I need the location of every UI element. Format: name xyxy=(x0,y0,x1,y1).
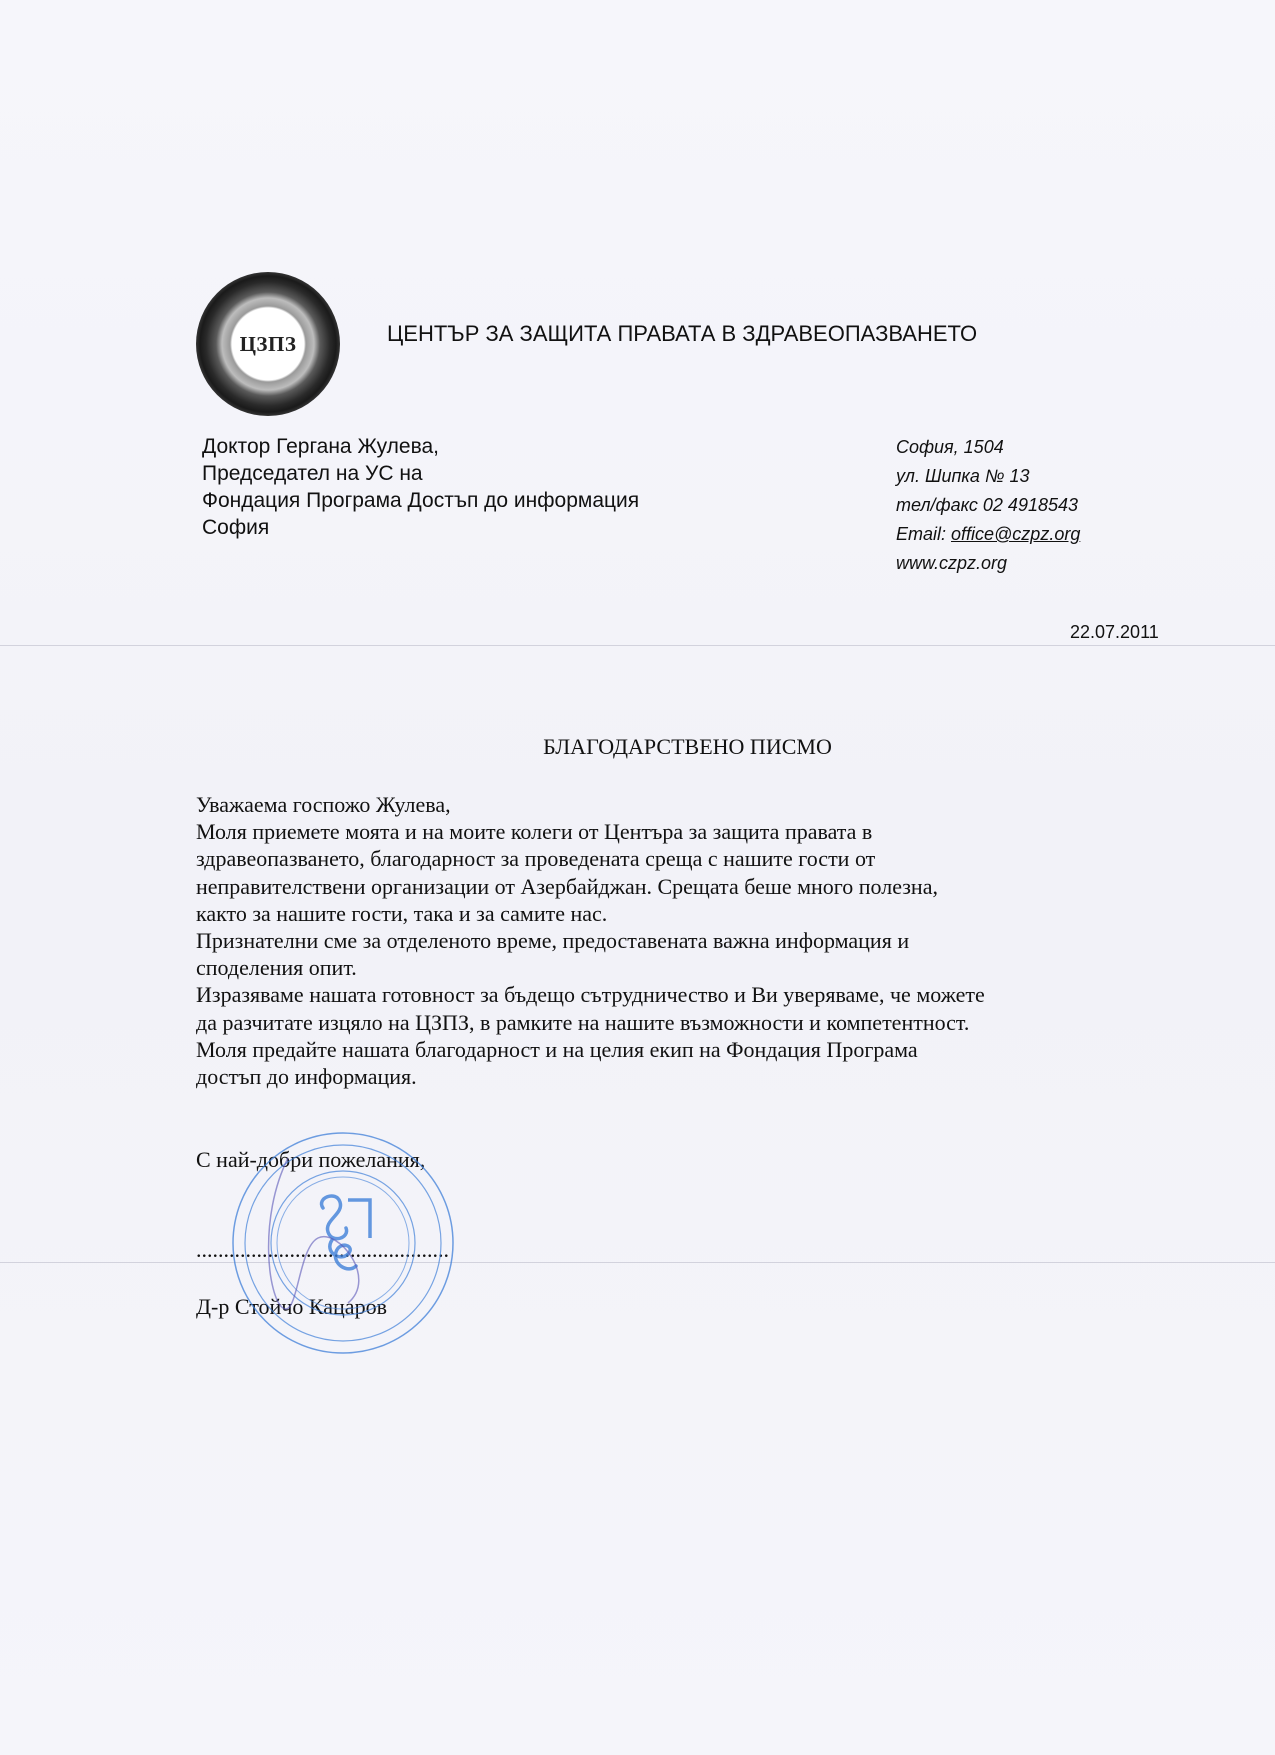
contact-street: ул. Шипка № 13 xyxy=(896,466,1030,486)
body-line: Моля приемете моята и на моите колеги от Центъра за защита правата в xyxy=(196,819,873,845)
body-line: достъп до информация. xyxy=(196,1064,417,1090)
body-line: Изразяваме нашата готовност за бъдещо сътрудничество и Ви уверяваме, че можете xyxy=(196,982,985,1008)
sender-contact-block xyxy=(896,433,1080,578)
contact-email-link[interactable]: office@czpz.org xyxy=(951,524,1081,544)
body-line: неправителствени организации от Азербайджан. Срещата беше много полезна, xyxy=(196,873,938,899)
letter-closing: С най-добри пожелания, xyxy=(196,1147,426,1172)
signature-line: .............................................. xyxy=(196,1237,449,1262)
addressee-line: Доктор Гергана Жулева, xyxy=(202,435,440,458)
body-line: Признателни сме за отделеното време, предоставената важна информация и xyxy=(196,928,910,954)
letter-title: БЛАГОДАРСТВЕНО ПИСМО xyxy=(543,734,832,759)
signer-name: Д-р Стойчо Кацаров xyxy=(196,1294,387,1319)
contact-email-row xyxy=(896,520,1080,549)
body-line: както за нашите гости, така и за самите нас. xyxy=(196,900,608,926)
letter-date: 22.07.2011 xyxy=(1070,622,1159,642)
organization-name: ЦЕНТЪР ЗА ЗАЩИТА ПРАВАТА В ЗДРАВЕОПАЗВАНЕТО xyxy=(387,321,978,346)
addressee-line: Председател на УС на xyxy=(202,462,423,485)
body-line: да разчитате изцяло на ЦЗПЗ, в рамките на нашите възможности и компетентност. xyxy=(196,1009,970,1035)
contact-city: София, 1504 xyxy=(896,437,1004,457)
addressee-block xyxy=(202,433,639,541)
addressee-line: Фондация Програма Достъп до информация xyxy=(202,489,640,512)
addressee-line: София xyxy=(202,516,270,539)
contact-email-label: Email: xyxy=(896,524,952,544)
fold-line xyxy=(0,645,1275,646)
body-line: споделения опит. xyxy=(196,955,357,981)
contact-phone: тел/факс 02 4918543 xyxy=(896,495,1079,515)
logo-text: ЦЗПЗ xyxy=(239,331,297,356)
body-line: Моля предайте нашата благодарност и на целия екип на Фондация Програма xyxy=(196,1036,918,1062)
fold-line xyxy=(0,1262,1275,1263)
letter-body xyxy=(196,791,1196,1090)
contact-website[interactable]: www.czpz.org xyxy=(896,553,1008,573)
body-line: Уважаема госпожо Жулева, xyxy=(196,792,451,817)
body-line: здравеопазването, благодарност за проведената среща с нашите гости от xyxy=(196,846,876,872)
organization-logo xyxy=(196,272,340,416)
